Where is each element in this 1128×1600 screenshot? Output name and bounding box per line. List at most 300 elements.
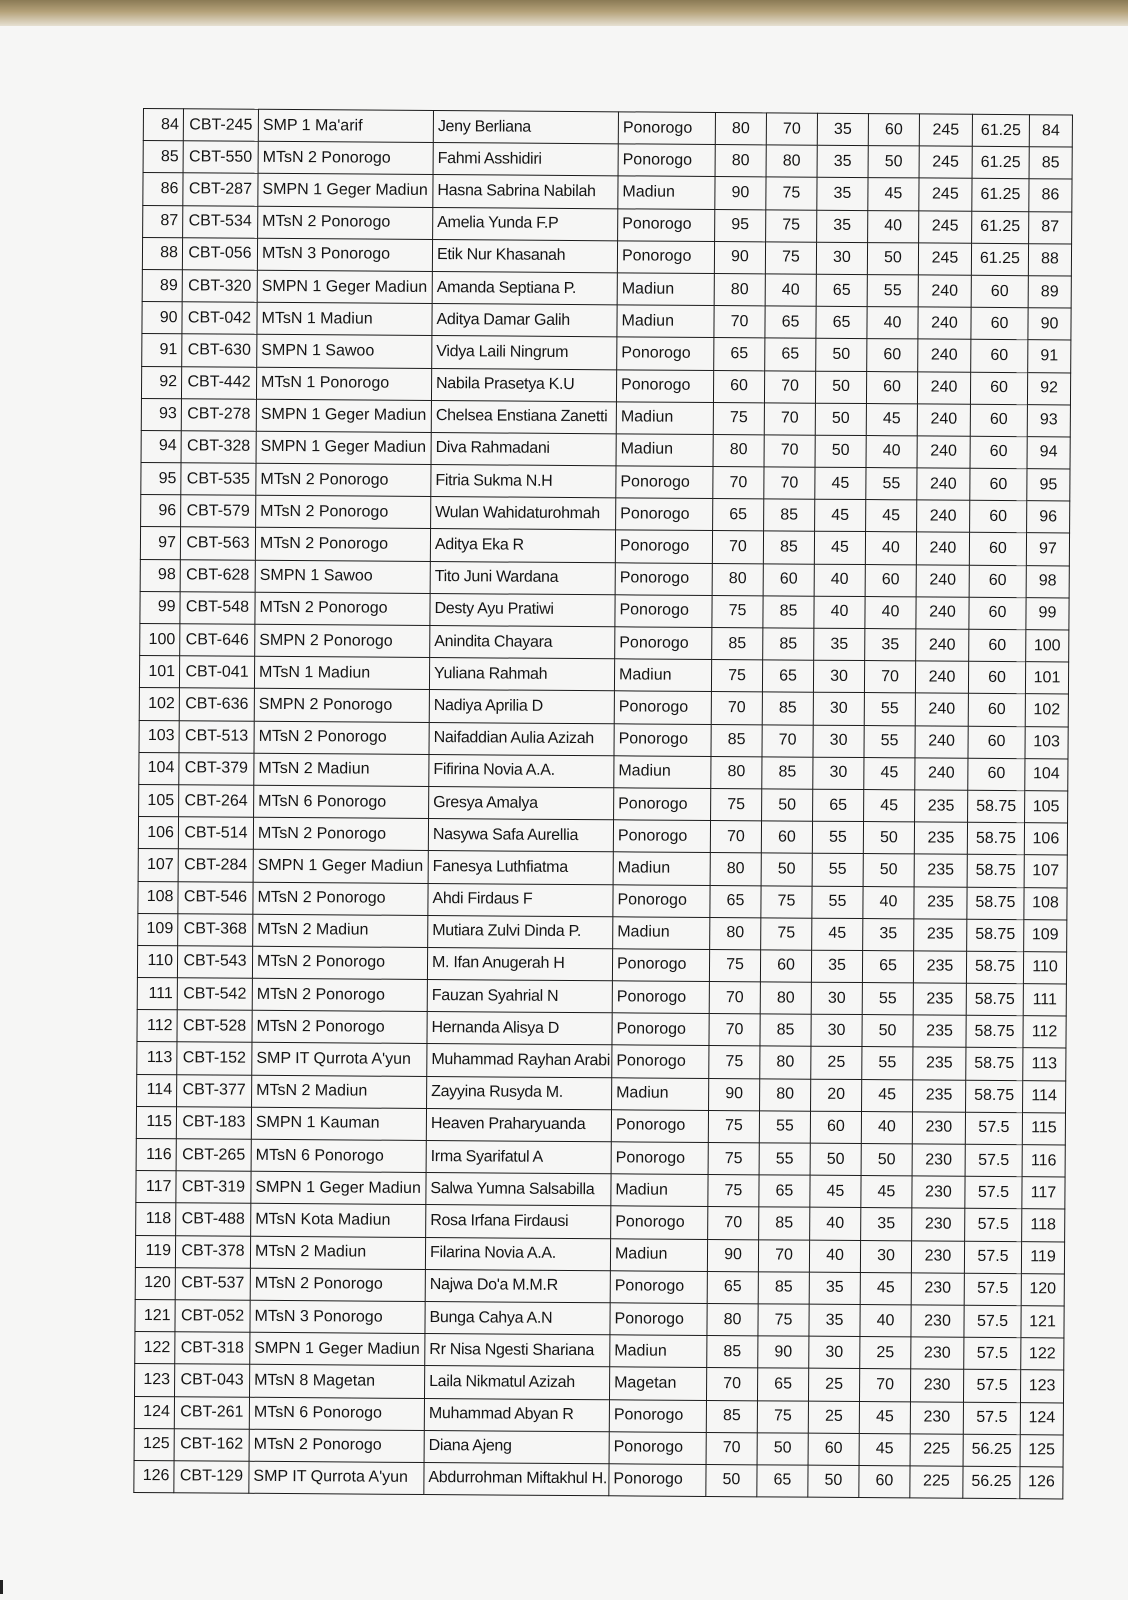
- row-number-cell: 122: [135, 1332, 175, 1364]
- score-3-cell: 30: [813, 725, 864, 758]
- student-name-cell: Fauzan Syahrial N: [427, 980, 612, 1013]
- total-score-cell: 230: [911, 1240, 964, 1273]
- score-3-cell: 55: [812, 854, 863, 887]
- school-name-cell: SMPN 1 Geger Madiun: [253, 850, 428, 883]
- row-number-cell: 109: [138, 913, 178, 945]
- score-1-cell: 70: [713, 467, 764, 500]
- school-name-cell: MTsN 2 Ponorogo: [249, 1429, 424, 1462]
- rank-cell: 119: [1021, 1241, 1064, 1273]
- student-name-cell: Anindita Chayara: [430, 626, 615, 659]
- student-name-cell: Fanesya Luthfiatma: [428, 851, 613, 884]
- city-cell: Madiun: [616, 402, 713, 435]
- row-number-cell: 123: [135, 1364, 175, 1396]
- student-name-cell: Diva Rahmadani: [431, 432, 616, 465]
- row-number-cell: 121: [135, 1299, 175, 1331]
- score-3-cell: 35: [817, 210, 868, 243]
- student-name-cell: Laila Nikmatul Azizah: [425, 1366, 610, 1399]
- score-1-cell: 90: [709, 1078, 760, 1111]
- score-4-cell: 45: [864, 757, 915, 790]
- score-3-cell: 50: [816, 339, 867, 372]
- row-number-cell: 125: [134, 1428, 174, 1460]
- school-name-cell: MTsN 6 Ponorogo: [254, 785, 429, 818]
- score-4-cell: 70: [864, 661, 915, 694]
- total-score-cell: 240: [917, 436, 970, 469]
- participant-id-cell: CBT-548: [180, 592, 255, 625]
- average-score-cell: 58.75: [967, 919, 1024, 952]
- participant-id-cell: CBT-628: [180, 559, 255, 592]
- school-name-cell: SMPN 1 Geger Madiun: [256, 431, 431, 464]
- score-3-cell: 35: [811, 950, 862, 983]
- score-1-cell: 65: [714, 338, 765, 371]
- score-4-cell: 45: [866, 500, 917, 533]
- school-name-cell: MTsN 2 Ponorogo: [256, 463, 431, 496]
- score-3-cell: 60: [808, 1433, 859, 1466]
- rank-cell: 105: [1025, 791, 1068, 823]
- average-score-cell: 60: [971, 307, 1028, 340]
- score-3-cell: 50: [815, 435, 866, 468]
- rank-cell: 92: [1027, 372, 1070, 404]
- participant-id-cell: CBT-328: [181, 431, 256, 464]
- rank-cell: 117: [1022, 1177, 1065, 1209]
- score-3-cell: 50: [810, 1143, 861, 1176]
- score-1-cell: 65: [713, 499, 764, 532]
- score-4-cell: 55: [864, 725, 915, 758]
- score-3-cell: 30: [816, 242, 867, 275]
- school-name-cell: MTsN 3 Ponorogo: [250, 1300, 425, 1333]
- school-name-cell: SMPN 2 Ponorogo: [255, 624, 430, 657]
- total-score-cell: 240: [915, 725, 968, 758]
- average-score-cell: 58.75: [966, 1080, 1023, 1113]
- score-2-cell: 55: [759, 1143, 810, 1176]
- score-3-cell: 60: [810, 1111, 861, 1144]
- rank-cell: 112: [1023, 1016, 1066, 1048]
- average-score-cell: 57.5: [964, 1305, 1021, 1338]
- score-2-cell: 50: [762, 789, 813, 822]
- city-cell: Ponorogo: [618, 112, 715, 145]
- city-cell: Ponorogo: [618, 144, 715, 177]
- participant-id-cell: CBT-264: [179, 785, 254, 818]
- score-2-cell: 70: [766, 113, 817, 146]
- school-name-cell: MTsN 6 Ponorogo: [251, 1139, 426, 1172]
- student-name-cell: Aditya Eka R: [430, 529, 615, 562]
- score-3-cell: 55: [812, 886, 863, 919]
- score-4-cell: 55: [862, 1047, 913, 1080]
- participant-id-cell: CBT-043: [175, 1364, 250, 1397]
- participant-id-cell: CBT-528: [177, 1010, 252, 1043]
- participant-id-cell: CBT-042: [182, 302, 257, 335]
- rank-cell: 103: [1025, 726, 1068, 758]
- student-name-cell: Nabila Prasetya K.U: [431, 368, 616, 401]
- scan-top-edge: [0, 0, 1128, 26]
- school-name-cell: MTsN 2 Ponorogo: [258, 206, 433, 239]
- average-score-cell: 61.25: [972, 114, 1029, 147]
- average-score-cell: 57.5: [965, 1176, 1022, 1209]
- participant-id-cell: CBT-636: [179, 688, 254, 721]
- average-score-cell: 60: [970, 404, 1027, 437]
- total-score-cell: 235: [913, 983, 966, 1016]
- ranking-table-body: [134, 109, 1073, 1500]
- score-2-cell: 85: [763, 596, 814, 629]
- score-2-cell: 85: [760, 1014, 811, 1047]
- score-1-cell: 65: [707, 1271, 758, 1304]
- average-score-cell: 60: [970, 372, 1027, 405]
- total-score-cell: 230: [912, 1176, 965, 1209]
- score-2-cell: 75: [761, 885, 812, 918]
- score-4-cell: 60: [865, 564, 916, 597]
- score-1-cell: 80: [713, 434, 764, 467]
- rank-cell: 87: [1029, 211, 1072, 243]
- row-number-cell: 88: [142, 237, 182, 269]
- score-2-cell: 80: [766, 145, 817, 178]
- participant-id-cell: CBT-563: [180, 527, 255, 560]
- participant-id-cell: CBT-284: [178, 849, 253, 882]
- ranking-table: [133, 108, 1073, 1500]
- total-score-cell: 240: [915, 693, 968, 726]
- row-number-cell: 103: [139, 720, 179, 752]
- city-cell: Ponorogo: [616, 498, 713, 531]
- score-1-cell: 75: [709, 949, 760, 982]
- participant-id-cell: CBT-265: [176, 1139, 251, 1172]
- student-name-cell: Amanda Septiana P.: [432, 271, 617, 304]
- total-score-cell: 245: [919, 210, 972, 243]
- row-number-cell: 114: [137, 1074, 177, 1106]
- participant-id-cell: CBT-041: [179, 656, 254, 689]
- score-4-cell: 50: [867, 242, 918, 275]
- city-cell: Ponorogo: [611, 1206, 708, 1239]
- rank-cell: 99: [1026, 597, 1069, 629]
- row-number-cell: 115: [136, 1106, 176, 1138]
- school-name-cell: MTsN 2 Ponorogo: [255, 592, 430, 625]
- student-name-cell: Chelsea Enstiana Zanetti: [431, 400, 616, 433]
- participant-id-cell: CBT-534: [183, 205, 258, 238]
- score-4-cell: 35: [861, 1208, 912, 1241]
- score-3-cell: 65: [816, 274, 867, 307]
- school-name-cell: SMPN 1 Sawoo: [257, 335, 432, 368]
- average-score-cell: 60: [971, 275, 1028, 308]
- school-name-cell: MTsN 8 Magetan: [250, 1365, 425, 1398]
- student-name-cell: Nasywa Safa Aurellia: [428, 819, 613, 852]
- total-score-cell: 245: [918, 243, 971, 276]
- average-score-cell: 60: [970, 501, 1027, 534]
- student-name-cell: Mutiara Zulvi Dinda P.: [428, 915, 613, 948]
- average-score-cell: 57.5: [965, 1209, 1022, 1242]
- school-name-cell: MTsN 6 Ponorogo: [249, 1397, 424, 1430]
- score-3-cell: 30: [813, 660, 864, 693]
- total-score-cell: 245: [919, 114, 972, 147]
- participant-id-cell: CBT-442: [181, 366, 256, 399]
- total-score-cell: 245: [919, 146, 972, 179]
- score-3-cell: 45: [815, 467, 866, 500]
- score-4-cell: 55: [867, 274, 918, 307]
- score-2-cell: 70: [758, 1239, 809, 1272]
- score-2-cell: 80: [760, 982, 811, 1015]
- score-3-cell: 30: [809, 1336, 860, 1369]
- school-name-cell: MTsN 2 Ponorogo: [252, 1011, 427, 1044]
- student-name-cell: Gresya Amalya: [429, 786, 614, 819]
- student-name-cell: Desty Ayu Pratiwi: [430, 593, 615, 626]
- score-4-cell: 55: [864, 693, 915, 726]
- rank-cell: 123: [1020, 1370, 1063, 1402]
- score-3-cell: 45: [815, 499, 866, 532]
- student-name-cell: Diana Ajeng: [424, 1430, 609, 1463]
- rank-cell: 126: [1020, 1467, 1063, 1499]
- score-4-cell: 40: [868, 210, 919, 243]
- school-name-cell: SMP IT Qurrota A'yun: [249, 1461, 424, 1494]
- city-cell: Ponorogo: [614, 723, 711, 756]
- average-score-cell: 58.75: [966, 1048, 1023, 1081]
- row-number-cell: 117: [136, 1171, 176, 1203]
- participant-id-cell: CBT-646: [180, 624, 255, 657]
- total-score-cell: 240: [917, 500, 970, 533]
- student-name-cell: Amelia Yunda F.P: [433, 207, 618, 240]
- score-2-cell: 65: [762, 660, 813, 693]
- participant-id-cell: CBT-537: [175, 1268, 250, 1301]
- participant-id-cell: CBT-513: [179, 720, 254, 753]
- city-cell: Magetan: [609, 1367, 706, 1400]
- student-name-cell: Tito Juni Wardana: [430, 561, 615, 594]
- student-name-cell: Bunga Cahya A.N: [425, 1301, 610, 1334]
- school-name-cell: MTsN 1 Madiun: [257, 302, 432, 335]
- city-cell: Ponorogo: [609, 1464, 706, 1497]
- score-4-cell: 50: [862, 1015, 913, 1048]
- score-2-cell: 85: [762, 692, 813, 725]
- total-score-cell: 230: [912, 1208, 965, 1241]
- score-1-cell: 75: [711, 788, 762, 821]
- score-3-cell: 45: [812, 918, 863, 951]
- total-score-cell: 230: [910, 1401, 963, 1434]
- student-name-cell: Wulan Wahidaturohmah: [431, 497, 616, 530]
- score-1-cell: 80: [711, 756, 762, 789]
- city-cell: Ponorogo: [614, 691, 711, 724]
- score-2-cell: 40: [765, 274, 816, 307]
- participant-id-cell: CBT-630: [182, 334, 257, 367]
- average-score-cell: 61.25: [972, 179, 1029, 212]
- table-row: [134, 1460, 1063, 1499]
- score-4-cell: 50: [861, 1144, 912, 1177]
- score-2-cell: 85: [763, 628, 814, 661]
- row-number-cell: 106: [138, 817, 178, 849]
- average-score-cell: 61.25: [972, 211, 1029, 244]
- score-4-cell: 60: [868, 114, 919, 147]
- rank-cell: 98: [1026, 565, 1069, 597]
- row-number-cell: 111: [137, 978, 177, 1010]
- rank-cell: 108: [1024, 887, 1067, 919]
- city-cell: Ponorogo: [617, 241, 714, 274]
- school-name-cell: MTsN 2 Madiun: [253, 914, 428, 947]
- score-2-cell: 70: [762, 724, 813, 757]
- score-2-cell: 60: [760, 950, 811, 983]
- rank-cell: 106: [1024, 823, 1067, 855]
- city-cell: Madiun: [613, 916, 710, 949]
- average-score-cell: 60: [968, 758, 1025, 791]
- average-score-cell: 57.5: [965, 1112, 1022, 1145]
- student-name-cell: Nadiya Aprilia D: [429, 690, 614, 723]
- score-1-cell: 85: [707, 1336, 758, 1369]
- participant-id-cell: CBT-543: [177, 946, 252, 979]
- rank-cell: 110: [1023, 952, 1066, 984]
- participant-id-cell: CBT-542: [177, 978, 252, 1011]
- score-2-cell: 80: [760, 1078, 811, 1111]
- score-2-cell: 65: [765, 338, 816, 371]
- score-3-cell: 25: [808, 1401, 859, 1434]
- rank-cell: 84: [1029, 115, 1072, 147]
- score-3-cell: 45: [814, 532, 865, 565]
- score-2-cell: 65: [757, 1465, 808, 1498]
- school-name-cell: MTsN 2 Ponorogo: [255, 528, 430, 561]
- city-cell: Ponorogo: [612, 949, 709, 982]
- score-3-cell: 65: [816, 306, 867, 339]
- score-4-cell: 45: [860, 1272, 911, 1305]
- rank-cell: 125: [1020, 1434, 1063, 1466]
- total-score-cell: 240: [918, 275, 971, 308]
- participant-id-cell: CBT-129: [174, 1461, 249, 1494]
- total-score-cell: 230: [910, 1369, 963, 1402]
- score-1-cell: 80: [715, 112, 766, 145]
- city-cell: Ponorogo: [616, 466, 713, 499]
- school-name-cell: SMPN 1 Sawoo: [255, 560, 430, 593]
- rank-cell: 96: [1027, 501, 1070, 533]
- student-name-cell: Ahdi Firdaus F: [428, 883, 613, 916]
- score-2-cell: 85: [764, 499, 815, 532]
- score-4-cell: 45: [859, 1401, 910, 1434]
- participant-id-cell: CBT-183: [176, 1107, 251, 1140]
- score-1-cell: 70: [709, 982, 760, 1015]
- score-1-cell: 60: [713, 370, 764, 403]
- score-2-cell: 65: [757, 1368, 808, 1401]
- score-4-cell: 60: [859, 1465, 910, 1498]
- rank-cell: 100: [1026, 630, 1069, 662]
- average-score-cell: 57.5: [964, 1273, 1021, 1306]
- score-4-cell: 45: [859, 1433, 910, 1466]
- rank-cell: 109: [1024, 919, 1067, 951]
- school-name-cell: SMPN 1 Geger Madiun: [257, 270, 432, 303]
- score-3-cell: 30: [813, 693, 864, 726]
- score-3-cell: 25: [808, 1368, 859, 1401]
- city-cell: Ponorogo: [615, 562, 712, 595]
- total-score-cell: 235: [913, 1047, 966, 1080]
- row-number-cell: 101: [139, 656, 179, 688]
- city-cell: Ponorogo: [615, 595, 712, 628]
- school-name-cell: MTsN 2 Ponorogo: [253, 817, 428, 850]
- score-3-cell: 40: [810, 1208, 861, 1241]
- row-number-cell: 124: [134, 1396, 174, 1428]
- student-name-cell: Etik Nur Khasanah: [432, 239, 617, 272]
- row-number-cell: 92: [141, 366, 181, 398]
- score-1-cell: 80: [707, 1303, 758, 1336]
- score-1-cell: 80: [712, 563, 763, 596]
- participant-id-cell: CBT-318: [175, 1332, 250, 1365]
- city-cell: Ponorogo: [612, 981, 709, 1014]
- school-name-cell: MTsN 2 Ponorogo: [253, 882, 428, 915]
- participant-id-cell: CBT-287: [183, 173, 258, 206]
- score-2-cell: 85: [758, 1272, 809, 1305]
- score-4-cell: 50: [863, 822, 914, 855]
- score-3-cell: 40: [814, 564, 865, 597]
- student-name-cell: Fitria Sukma N.H: [431, 465, 616, 498]
- average-score-cell: 58.75: [968, 790, 1025, 823]
- score-3-cell: 35: [817, 145, 868, 178]
- average-score-cell: 58.75: [967, 887, 1024, 920]
- row-number-cell: 110: [137, 945, 177, 977]
- total-score-cell: 230: [911, 1273, 964, 1306]
- student-name-cell: Yuliana Rahmah: [429, 658, 614, 691]
- rank-cell: 113: [1023, 1048, 1066, 1080]
- city-cell: Ponorogo: [613, 884, 710, 917]
- school-name-cell: MTsN 1 Madiun: [254, 656, 429, 689]
- participant-id-cell: CBT-378: [175, 1235, 250, 1268]
- school-name-cell: SMPN 1 Geger Madiun: [256, 399, 431, 432]
- total-score-cell: 240: [917, 404, 970, 437]
- participant-id-cell: CBT-320: [182, 270, 257, 303]
- row-number-cell: 100: [140, 623, 180, 655]
- student-name-cell: Irma Syarifatul A: [426, 1141, 611, 1174]
- score-2-cell: 80: [760, 1046, 811, 1079]
- average-score-cell: 57.5: [963, 1402, 1020, 1435]
- score-1-cell: 70: [710, 821, 761, 854]
- rank-cell: 89: [1028, 276, 1071, 308]
- student-name-cell: Muhammad Rayhan Arabi: [427, 1044, 612, 1077]
- average-score-cell: 60: [968, 661, 1025, 694]
- student-name-cell: Hernanda Alisya D: [427, 1012, 612, 1045]
- total-score-cell: 225: [910, 1434, 963, 1467]
- score-2-cell: 85: [763, 531, 814, 564]
- participant-id-cell: CBT-056: [182, 238, 257, 271]
- row-number-cell: 119: [135, 1235, 175, 1267]
- score-4-cell: 45: [862, 1079, 913, 1112]
- score-2-cell: 55: [759, 1111, 810, 1144]
- score-2-cell: 50: [757, 1433, 808, 1466]
- score-1-cell: 80: [714, 273, 765, 306]
- score-2-cell: 50: [761, 853, 812, 886]
- total-score-cell: 230: [912, 1144, 965, 1177]
- total-score-cell: 230: [911, 1305, 964, 1338]
- score-4-cell: 45: [861, 1176, 912, 1209]
- average-score-cell: 60: [969, 533, 1026, 566]
- score-1-cell: 50: [706, 1464, 757, 1497]
- row-number-cell: 95: [141, 463, 181, 495]
- average-score-cell: 60: [969, 597, 1026, 630]
- participant-id-cell: CBT-514: [178, 817, 253, 850]
- participant-id-cell: CBT-245: [183, 109, 258, 142]
- total-score-cell: 240: [918, 339, 971, 372]
- row-number-cell: 120: [135, 1267, 175, 1299]
- total-score-cell: 235: [914, 822, 967, 855]
- average-score-cell: 57.5: [964, 1241, 1021, 1274]
- school-name-cell: SMPN 1 Geger Madiun: [250, 1332, 425, 1365]
- total-score-cell: 235: [914, 886, 967, 919]
- average-score-cell: 56.25: [963, 1466, 1020, 1499]
- student-name-cell: Rr Nisa Ngesti Shariana: [425, 1334, 610, 1367]
- score-1-cell: 90: [707, 1239, 758, 1272]
- city-cell: Ponorogo: [614, 788, 711, 821]
- score-4-cell: 45: [866, 403, 917, 436]
- score-2-cell: 70: [764, 370, 815, 403]
- rank-cell: 95: [1027, 469, 1070, 501]
- score-4-cell: 45: [868, 178, 919, 211]
- total-score-cell: 235: [914, 854, 967, 887]
- average-score-cell: 60: [969, 565, 1026, 598]
- average-score-cell: 58.75: [966, 1016, 1023, 1049]
- total-score-cell: 240: [916, 532, 969, 565]
- score-2-cell: 85: [759, 1207, 810, 1240]
- participant-id-cell: CBT-052: [175, 1300, 250, 1333]
- participant-id-cell: CBT-550: [183, 141, 258, 174]
- student-name-cell: Zayyina Rusyda M.: [427, 1076, 612, 1109]
- score-3-cell: 35: [817, 178, 868, 211]
- participant-id-cell: CBT-488: [176, 1203, 251, 1236]
- total-score-cell: 240: [917, 468, 970, 501]
- city-cell: Ponorogo: [612, 1013, 709, 1046]
